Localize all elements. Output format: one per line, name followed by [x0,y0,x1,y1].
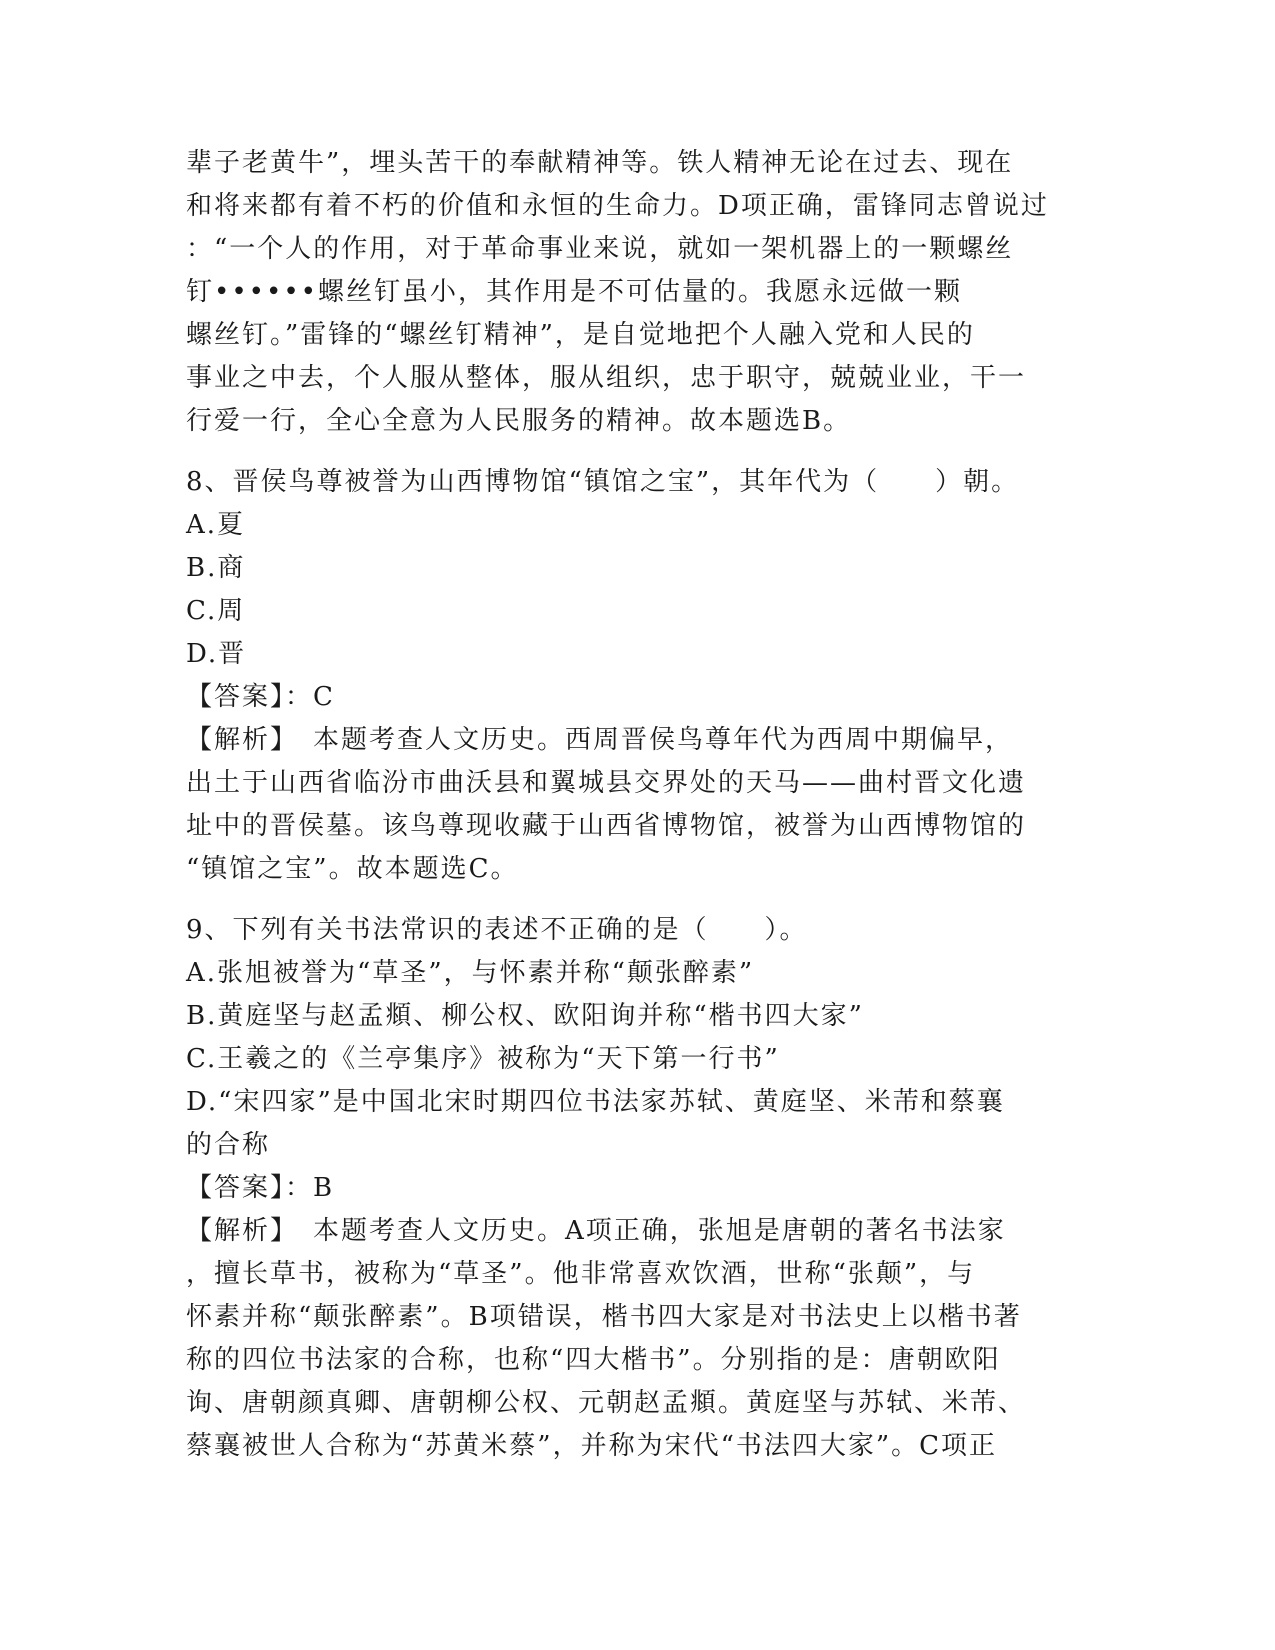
question-8 [186,461,1086,891]
answer-line [186,676,1086,719]
analysis-line: “镇馆之宝”。故本题选C。 [186,854,519,884]
option-c: C.王羲之的《兰亭集序》被称为“天下第一行书” [186,1044,780,1074]
text-line: 辈子老黄牛”，埋头苦干的奉献精神等。铁人精神无论在过去、现在 [186,148,1014,178]
analysis-line: 蔡襄被世人合称为“苏黄米蔡”，并称为宋代“书法四大家”。C项正 [186,1431,998,1461]
question-stem: 9、下列有关书法常识的表述不正确的是（ ）。 [186,915,808,945]
option-c: C.周 [186,596,246,626]
text-line: 钉••••••螺丝钉虽小，其作用是不可估量的。我愿永远做一颗 [186,277,963,307]
analysis-line: 询、唐朝颜真卿、唐朝柳公权、元朝赵孟頫。黄庭坚与苏轼、米芾、 [186,1388,1027,1418]
option-d-continuation: 的合称 [186,1130,271,1160]
answer-label: 【答案】： [186,682,314,712]
analysis-line: 【解析】 本题考查人文历史。A项正确，张旭是唐朝的著名书法家 [186,1216,1006,1246]
option-d: D.“宋四家”是中国北宋时期四位书法家苏轼、黄庭坚、米芾和蔡襄 [186,1087,1005,1117]
question-9 [186,909,1086,1468]
text-line: 和将来都有着不朽的价值和永恒的生命力。D项正确，雷锋同志曾说过 [186,191,1049,221]
text-line: 螺丝钉。”雷锋的“螺丝钉精神”，是自觉地把个人融入党和人民的 [186,320,975,350]
text-line: 事业之中去，个人服从整体，服从组织，忠于职守，兢兢业业，干一 [186,363,1027,393]
question-stem: 8、晋侯鸟尊被誉为山西博物馆“镇馆之宝”，其年代为（ ）朝。 [186,467,1020,497]
option-b: B.商 [186,553,246,583]
answer-value: C [313,682,335,712]
analysis-line: 【解析】 本题考查人文历史。西周晋侯鸟尊年代为西周中期偏早， [186,725,1014,755]
analysis-line: ，擅长草书，被称为“草圣”。他非常喜欢饮酒，世称“张颠”，与 [186,1259,976,1289]
answer-label: 【答案】： [186,1173,314,1203]
option-b: B.黄庭坚与赵孟頫、柳公权、欧阳询并称“楷书四大家” [186,1001,864,1031]
previous-analysis-continuation [186,142,1086,443]
option-d: D.晋 [186,639,247,669]
answer-line [186,1167,1086,1210]
analysis-line: 出土于山西省临汾市曲沃县和翼城县交界处的天马——曲村晋文化遗 [186,768,1027,798]
text-line: 行爱一行，全心全意为人民服务的精神。故本题选B。 [186,406,852,436]
analysis-line: 址中的晋侯墓。该鸟尊现收藏于山西省博物馆，被誉为山西博物馆的 [186,811,1027,841]
analysis-line: 怀素并称“颠张醉素”。B项错误，楷书四大家是对书法史上以楷书著 [186,1302,1022,1332]
document-page [186,142,1086,1468]
option-a: A.夏 [186,510,246,540]
text-line: ：“一个人的作用，对于革命事业来说，就如一架机器上的一颗螺丝 [186,234,1014,264]
analysis-line: 称的四位书法家的合称，也称“四大楷书”。分别指的是：唐朝欧阳 [186,1345,1001,1375]
answer-value: B [313,1173,335,1203]
option-a: A.张旭被誉为“草圣”，与怀素并称“颠张醉素” [186,958,755,988]
